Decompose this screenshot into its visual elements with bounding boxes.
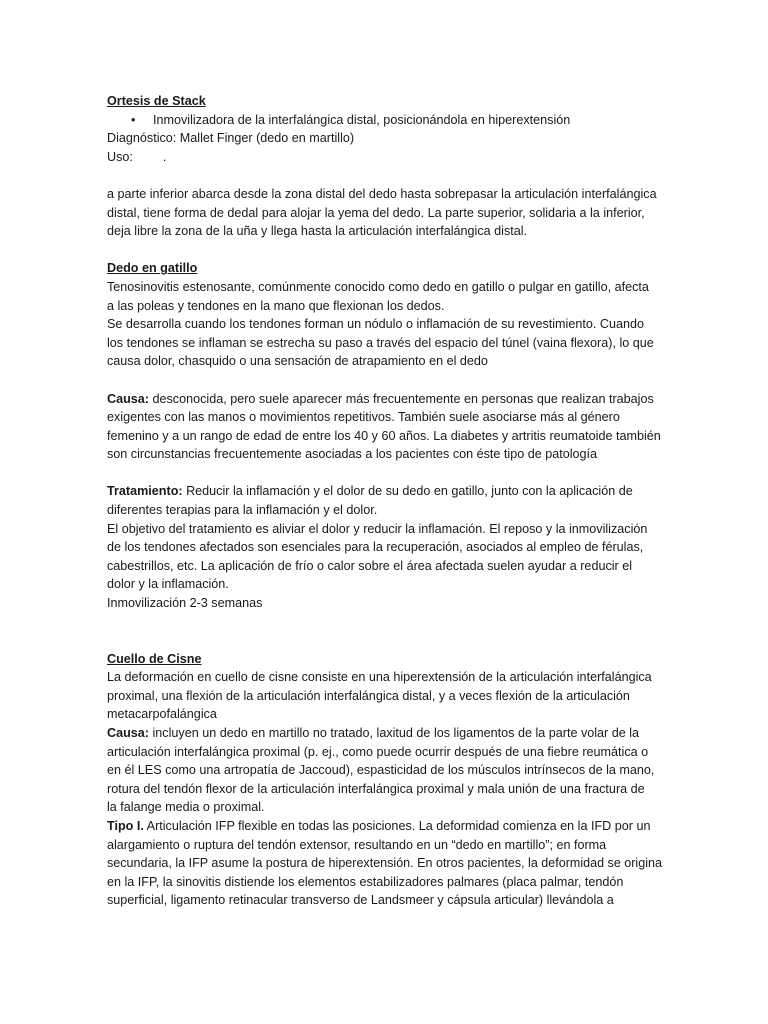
paragraph-line: cabestrillos, etc. La aplicación de frío o calor sobre el área afectada suelen ayudar a reducir el bbox=[107, 558, 633, 573]
paragraph-line: metacarpofalángica bbox=[107, 707, 217, 722]
paragraph-line: exigentes con las manos o movimientos repetitivos. También suele asociarse más al género bbox=[107, 410, 620, 425]
paragraph-line: femenino y a un rango de edad de entre los 40 y 60 años. La diabetes y artritis reumatoide también bbox=[107, 428, 661, 443]
paragraph-line: en él LES como una artropatía de Jaccoud), espasticidad de los músculos intrínsecos de la mano, bbox=[107, 763, 655, 778]
paragraph-line: Se desarrolla cuando los tendones forman un nódulo o inflamación de su revestimiento. Cuando bbox=[107, 317, 644, 332]
paragraph-line: rotura del tendón flexor de la articulación interfalángica proximal y mala unión de una fractura de bbox=[107, 781, 645, 796]
paragraph-line: El objetivo del tratamiento es aliviar el dolor y reducir la inflamación. El reposo y la inmovilización bbox=[107, 521, 648, 536]
paragraph-line: los tendones se inflaman se estrecha su paso a través del espacio del túnel (vaina flexora), lo que bbox=[107, 335, 654, 350]
bullet-item: • Inmovilizadora de la interfalángica distal, posicionándola en hiperextensión bbox=[107, 111, 662, 130]
causa-label: Causa: bbox=[107, 391, 149, 406]
paragraph-line: alargamiento o ruptura del tendón extensor, resultando en un “dedo en martillo”; en forma bbox=[107, 837, 607, 852]
uso-line bbox=[107, 148, 662, 167]
tipo-label: Tipo I. bbox=[107, 818, 144, 833]
paragraph-line: en la IFP, la sinovitis distiende los elementos estabilizadores palmares (placa palmar, tendón bbox=[107, 874, 624, 889]
paragraph-line: distal, tiene forma de dedal para alojar la yema del dedo. La parte superior, solidaria a la inferior, bbox=[107, 205, 645, 220]
heading-ortesis-stack: Ortesis de Stack bbox=[107, 94, 206, 108]
paragraph-line: superficial, ligamento retinacular transverso de Landsmeer y cápsula articular) llevándola a bbox=[107, 893, 614, 908]
heading-cuello-cisne: Cuello de Cisne bbox=[107, 651, 202, 666]
paragraph-line: diferentes terapias para la inflamación y el dolor. bbox=[107, 503, 378, 518]
paragraph-line: Inmovilización 2-3 semanas bbox=[107, 596, 263, 611]
paragraph-line: La deformación en cuello de cisne consiste en una hiperextensión de la articulación interfalángica bbox=[107, 670, 652, 685]
paragraph-line: secundaria, la IFP asume la postura de hiperextensión. En otros pacientes, la deformidad se origina bbox=[107, 856, 662, 871]
uso-label: Uso: bbox=[107, 149, 133, 164]
paragraph-line: Tenosinovitis estenosante, comúnmente conocido como dedo en gatillo o pulgar en gatillo, afecta bbox=[107, 279, 649, 294]
paragraph-line: Tratamiento: Reducir la inflamación y el dolor de su dedo en gatillo, junto con la aplicación de bbox=[107, 484, 633, 499]
tratamiento-label: Tratamiento: bbox=[107, 484, 183, 499]
paragraph-line: son circunstancias frecuentemente asociadas a los pacientes con éste tipo de patología bbox=[107, 447, 598, 462]
paragraph-line: de los tendones afectados son esenciales para la recuperación, asociados al empleo de férulas, bbox=[107, 540, 644, 555]
paragraph-line: a parte inferior abarca desde la zona distal del dedo hasta sobrepasar la articulación interfalángica bbox=[107, 186, 657, 201]
paragraph-line: proximal, una flexión de la articulación interfalángica distal, y a veces flexión de la articulación bbox=[107, 688, 630, 703]
paragraph-line: deja libre la zona de la uña y llega hasta la articulación interfalángica distal. bbox=[107, 224, 528, 239]
diagnosis-line: Diagnóstico: Mallet Finger (dedo en martillo) bbox=[107, 131, 355, 146]
paragraph-line: Causa: incluyen un dedo en martillo no tratado, laxitud de los ligamentos de la parte volar de la bbox=[107, 726, 640, 740]
document-page bbox=[107, 92, 662, 910]
paragraph-line: Causa: desconocida, pero suele aparecer más frecuentemente en personas que realizan trabajos bbox=[107, 391, 654, 406]
causa-label: Causa: bbox=[107, 726, 149, 740]
paragraph-line: articulación interfalángica proximal (p. ej., como puede ocurrir después de una fiebre reumática o bbox=[107, 744, 649, 759]
uso-value: . bbox=[162, 149, 167, 164]
paragraph-line: dolor y la inflamación. bbox=[107, 577, 229, 592]
paragraph-line: la falange media o proximal. bbox=[107, 800, 265, 815]
bullet-icon: • bbox=[131, 112, 136, 127]
paragraph-line: Tipo I. Articulación IFP flexible en todas las posiciones. La deformidad comienza en la IFD por un bbox=[107, 818, 651, 833]
heading-dedo-gatillo: Dedo en gatillo bbox=[107, 261, 198, 276]
paragraph-line: causa dolor, chasquido o una sensación de atrapamiento en el dedo bbox=[107, 354, 488, 369]
paragraph-line: a las poleas y tendones en la mano que flexionan los dedos. bbox=[107, 298, 445, 313]
